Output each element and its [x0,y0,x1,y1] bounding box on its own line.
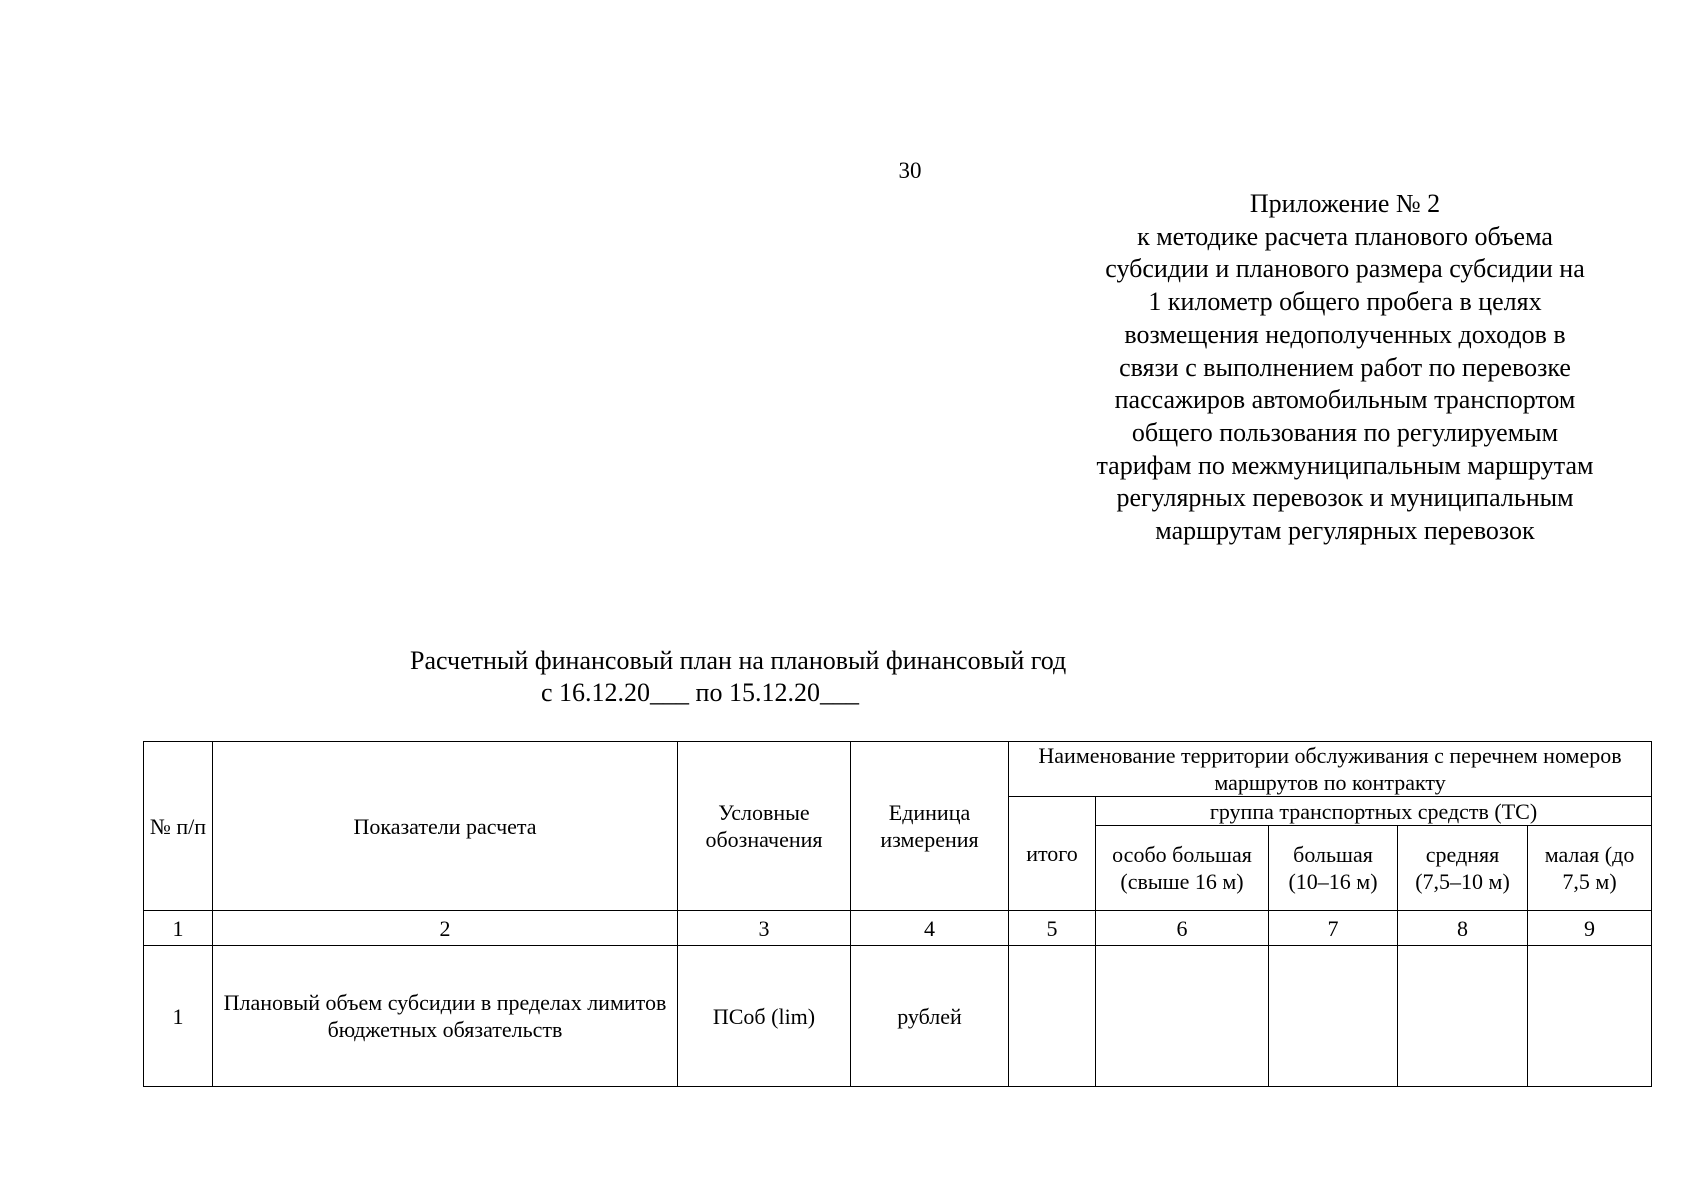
header-class-small: малая (до 7,5 м) [1528,826,1652,911]
header-territory: Наименование территории обслуживания с перечнем номеров маршрутов по контракту [1009,742,1652,797]
appendix-line: связи с выполнением работ по перевозке [1119,352,1571,382]
row-small-cell [1528,946,1652,1087]
appendix-line: маршрутам регулярных перевозок [1155,516,1535,546]
appendix-line: Приложение № 2 [1249,189,1441,218]
column-number: 6 [1096,911,1269,946]
appendix-line: пассажиров автомобильным транспортом [1114,385,1576,415]
appendix-line: субсидии и планового размера субсидии на [1105,254,1585,284]
appendix-line: регулярных перевозок и муниципальным [1116,483,1574,513]
page-number: 30 [898,158,922,183]
row-extra-large-cell [1096,946,1269,1087]
column-number: 7 [1269,911,1398,946]
row-indicator: Плановый объем субсидии в пределах лимитов бюджетных обязательств [213,946,678,1087]
appendix-note [1045,188,1645,548]
appendix-line: возмещения недополученных доходов в [1124,319,1566,349]
column-number: 5 [1009,911,1096,946]
header-symbols: Условные обозначения [678,742,851,911]
appendix-line: общего пользования по регулируемым [1131,417,1559,447]
financial-plan-table [143,741,1652,1087]
column-number: 1 [144,911,213,946]
row-symbol: ПСоб (lim) [678,946,851,1087]
appendix-line: тарифам по межмуниципальным маршрутам [1096,450,1594,480]
document-title [410,645,1067,709]
header-class-large: большая (10–16 м) [1269,826,1398,911]
column-number: 2 [213,911,678,946]
header-unit: Единица измерения [851,742,1009,911]
column-number: 3 [678,911,851,946]
column-number: 9 [1528,911,1652,946]
appendix-line: 1 километр общего пробега в целях [1148,287,1542,317]
header-num: № п/п [144,742,213,911]
row-total-cell [1009,946,1096,1087]
table-row [144,946,1652,1087]
row-num: 1 [144,946,213,1087]
header-class-extra-large: особо большая (свыше 16 м) [1096,826,1269,911]
header-vehicle-group: группа транспортных средств (ТС) [1096,797,1652,826]
title-line-2: с 16.12.20___ по 15.12.20___ [541,678,859,707]
column-number: 8 [1398,911,1528,946]
column-number-row [144,911,1652,946]
title-line-1: Расчетный финансовый план на плановый финансовый год [410,646,1067,675]
row-large-cell [1269,946,1398,1087]
header-class-medium: средняя (7,5–10 м) [1398,826,1528,911]
header-total: итого [1009,797,1096,911]
header-indicators: Показатели расчета [213,742,678,911]
row-unit: рублей [851,946,1009,1087]
column-number: 4 [851,911,1009,946]
row-medium-cell [1398,946,1528,1087]
appendix-line: к методике расчета планового объема [1137,221,1553,251]
